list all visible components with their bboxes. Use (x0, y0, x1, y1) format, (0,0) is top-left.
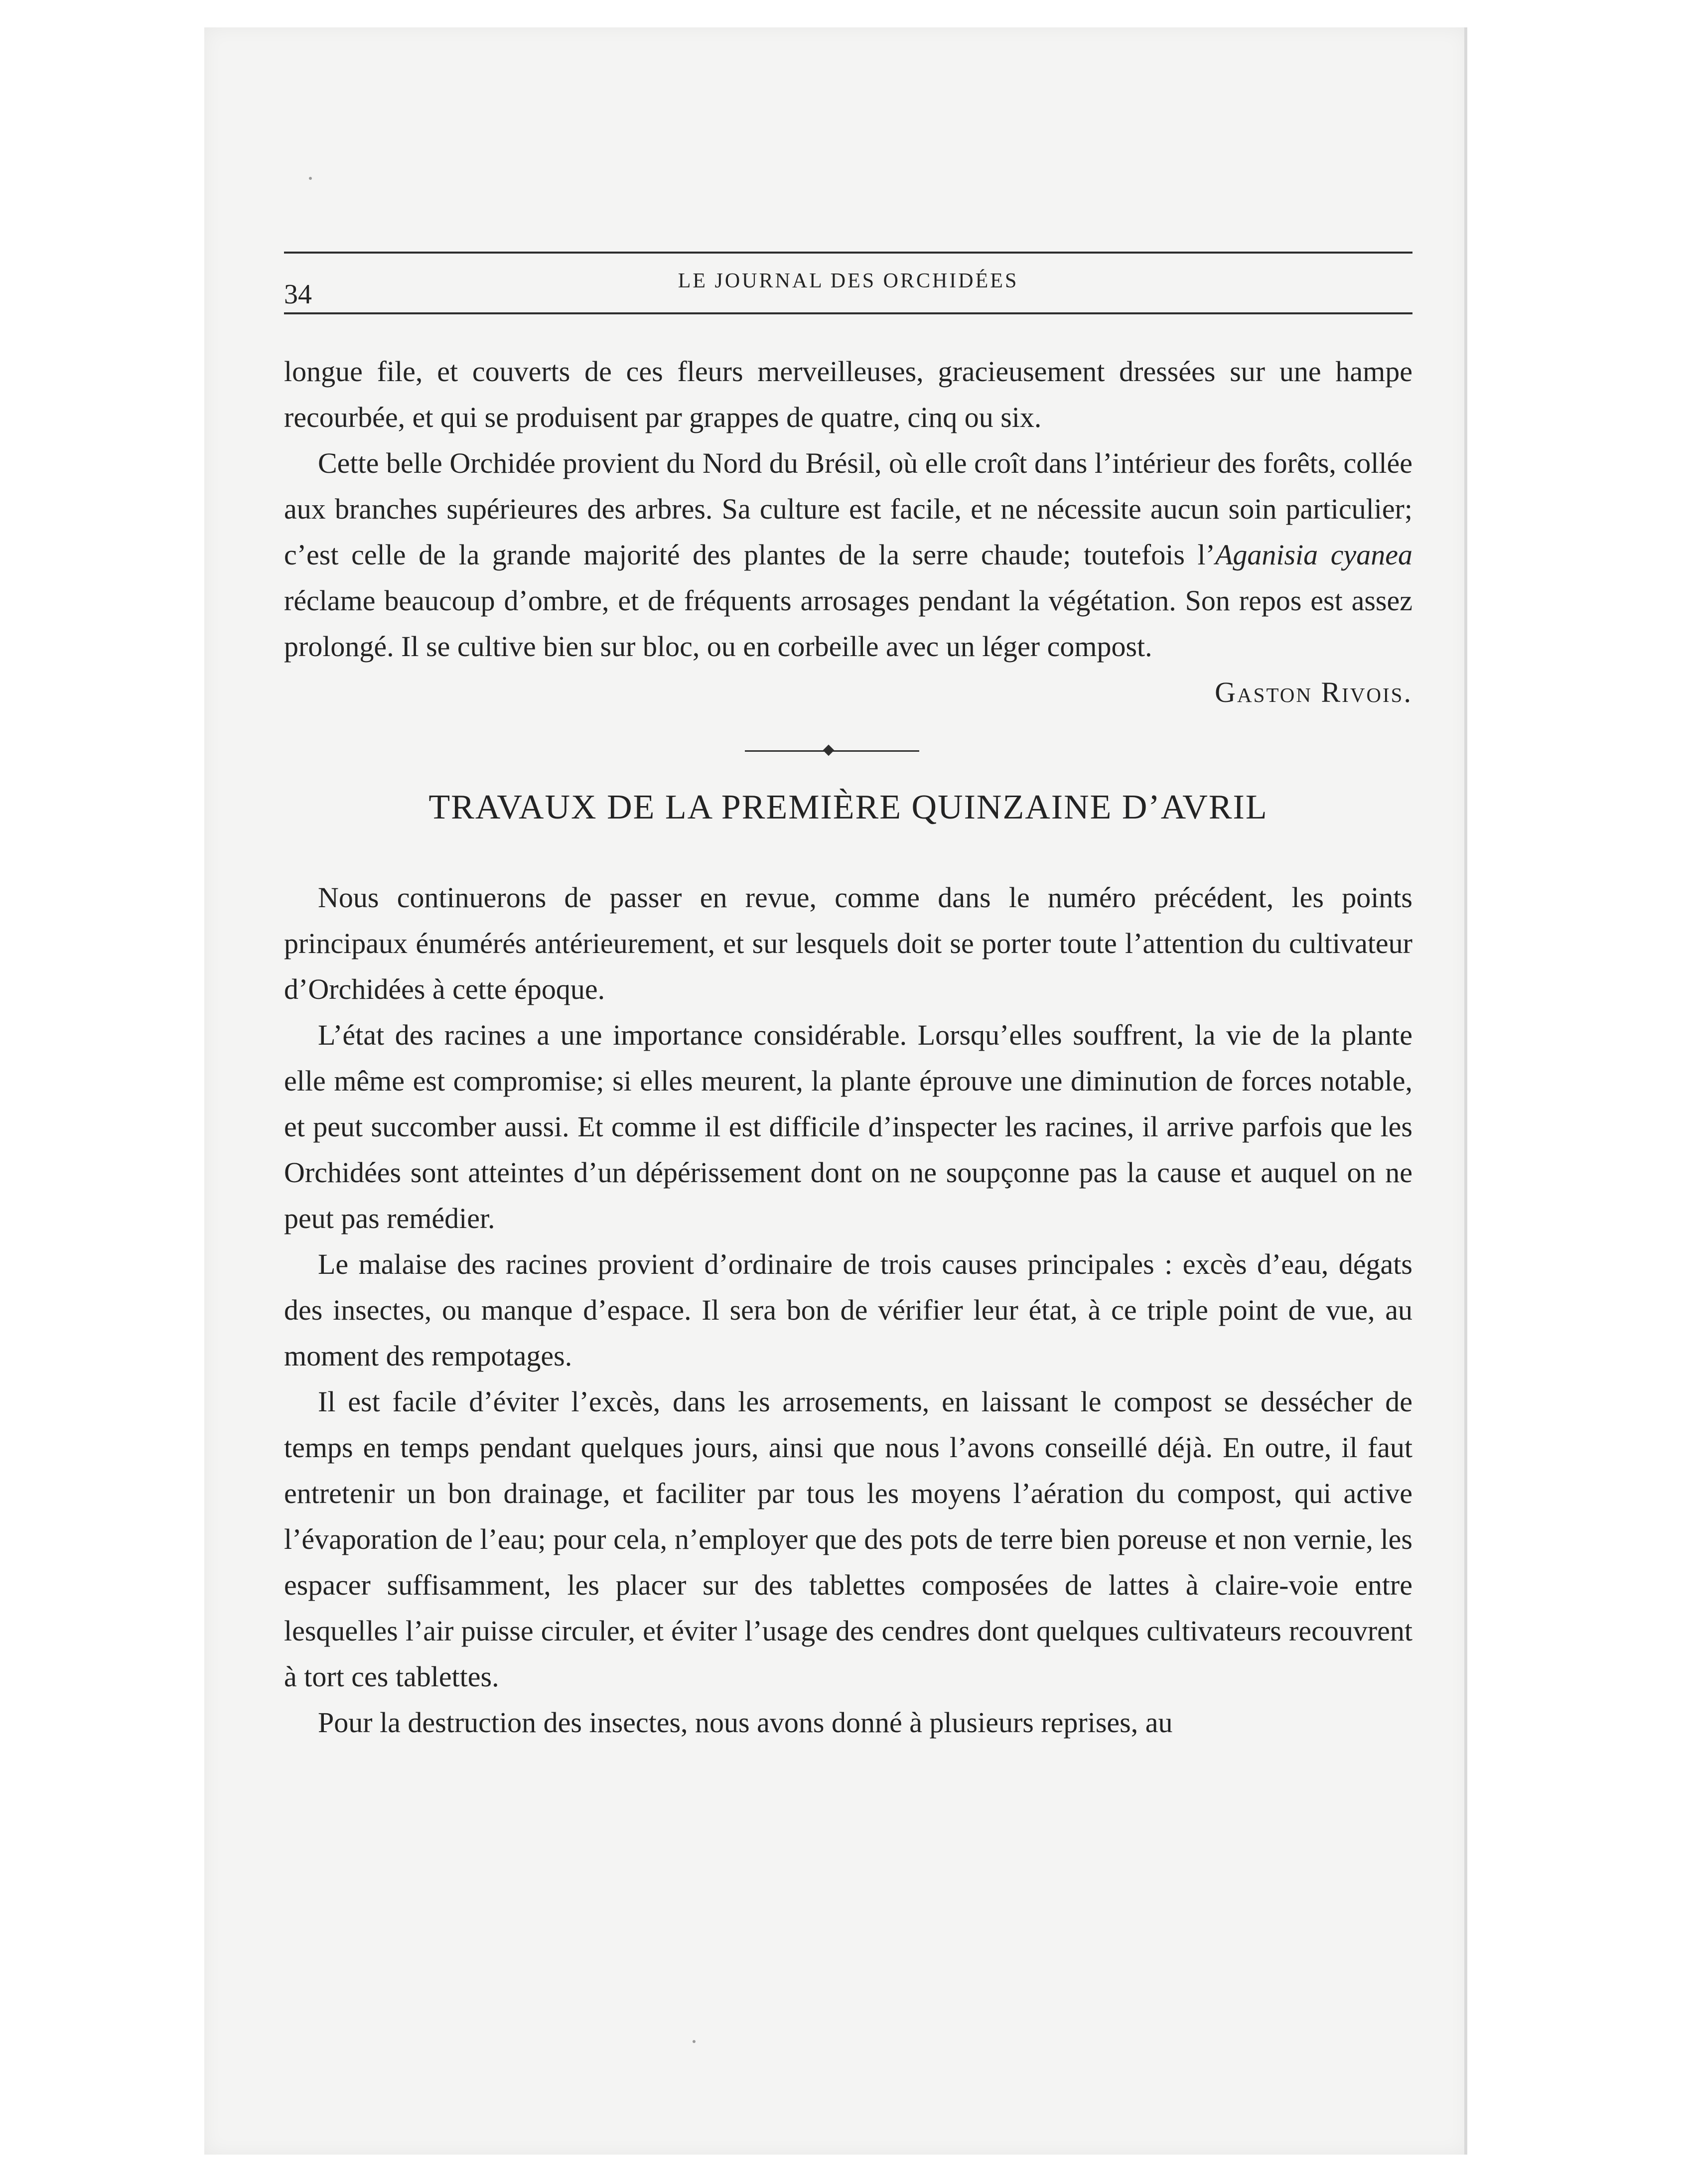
article2-paragraph: L’état des racines a une importance considérable. Lorsqu’elles souffrent, la vie de la plante elle même est compromise; si elles meurent, la plante éprouve une diminution de forces notable, et peut succomber aussi. Et comme il est difficile d’inspecter les racines, il arrive parfois que les Orchidées sont atteintes d’un dépérissement dont on ne soupçonne pas la cause et auquel on ne peut pas remédier. (284, 1019, 1412, 1234)
ornament-diamond (823, 745, 835, 756)
scan-speck (309, 177, 312, 180)
scanned-page (204, 27, 1467, 2155)
species-name: Aganisia cyanea (1215, 539, 1412, 571)
running-title: LE JOURNAL DES ORCHIDÉES (678, 270, 1019, 292)
author-signature: Gaston Rivois. (1215, 676, 1412, 708)
page-edge (1464, 27, 1467, 2155)
article1-paragraph (284, 440, 1412, 670)
section-title: TRAVAUX DE LA PREMIÈRE QUINZAINE D’AVRIL (428, 788, 1268, 826)
section-ornament (284, 715, 1412, 775)
header-rule-top (284, 252, 1412, 254)
paragraph-text: Cette belle Orchidée provient du Nord du Brésil, où elle croît dans l’intérieur des forêts, collée aux branches supérieures des arbres. Sa culture est facile, et ne nécessite aucun soin particulier; c’est celle de la grande majorité des plantes de la serre chaude; toutefois l’ (284, 447, 1412, 571)
article2-paragraph: Il est facile d’éviter l’excès, dans les arrosements, en laissant le compost se dessécher de temps en temps pendant quelques jours, ainsi que nous l’avons conseillé déjà. En outre, il faut entretenir un bon drainage, et faciliter par tous les moyens l’aération du compost, qui active l’évaporation de l’eau; pour cela, n’employer que des pots de terre bien poreuse et non vernie, les espacer suffisamment, les placer sur des tablettes composées de lattes à claire-voie entre lesquelles l’air puisse circuler, et éviter l’usage des cendres dont quelques cultivateurs recouvrent à tort ces tablettes. (284, 1385, 1412, 1693)
article2-paragraph: Nous continuerons de passer en revue, comme dans le numéro précédent, les points principaux énumérés antérieurement, et sur lesquels doit se porter toute l’attention du cultivateur d’Orchidées à cette époque. (284, 881, 1412, 1005)
body-text (284, 349, 1412, 1746)
page-number: 34 (284, 279, 312, 310)
header-rule-bottom (284, 312, 1412, 314)
article2-paragraph: Pour la destruction des insectes, nous avons donné à plusieurs reprises, au (318, 1706, 1173, 1739)
paragraph-text: réclame beaucoup d’ombre, et de fréquents arrosages pendant la végétation. Son repos est assez prolongé. Il se cultive bien sur bloc, ou en corbeille avec un léger compost. (284, 584, 1412, 663)
article2-paragraph: Le malaise des racines provient d’ordinaire de trois causes principales : excès d’eau, dégats des insectes, ou manque d’espace. Il sera bon de vérifier leur état, à ce triple point de vue, au moment des rempotages. (284, 1248, 1412, 1372)
scan-speck (693, 2040, 696, 2043)
article1-paragraph: longue file, et couverts de ces fleurs merveilleuses, gracieusement dressées sur une hampe recourbée, et qui se produisent par grappes de quatre, cinq ou six. (284, 355, 1412, 433)
